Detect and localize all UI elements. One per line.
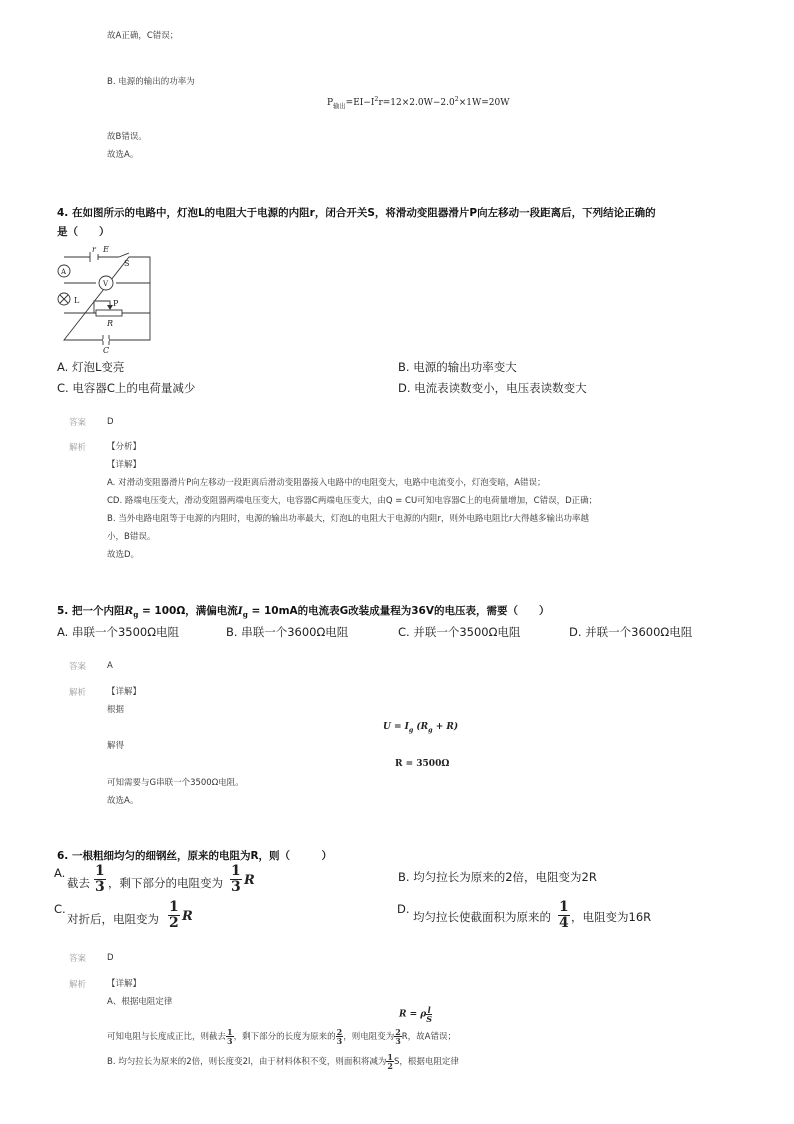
q5-option-d[interactable]: D. 并联一个3600Ω电阻 xyxy=(569,625,693,639)
q4-option-d[interactable]: D. 电流表读数变小，电压表读数变大 xyxy=(398,381,587,395)
circuit-label-l: L xyxy=(74,296,80,305)
q5-formula-2: R = 3500Ω xyxy=(395,759,450,769)
prev-line-2: B. 电源的输出的功率为 xyxy=(107,77,195,87)
q6-answer: D xyxy=(107,953,114,963)
q6-explanation-3: B. 均匀拉长为原来的2倍，则长度变2l，由于材料体积不变，则面积将减为 $\frac{1}{2}$ S，根据电阻定律 xyxy=(107,1052,459,1071)
q4-explanation-5: 故选D。 xyxy=(107,550,140,560)
q5-xiangjie: 【详解】 xyxy=(107,687,142,697)
q5-answer-label: 答案 xyxy=(69,662,87,672)
circuit-label-v: V xyxy=(103,280,109,288)
q6-answer-label: 答案 xyxy=(69,954,87,964)
q5-answer: A xyxy=(107,661,113,671)
prev-power-formula: $P_{输出}=EI-I^2r=12\times 2.0W-2.0^2\times 1W=20W$ xyxy=(327,96,510,110)
q6-option-d[interactable]: D. 均匀拉长使截面积为原来的 $\frac{1}{4}$ ，电阻变为16R xyxy=(397,899,652,931)
q4-fenxi: 【分析】 xyxy=(107,442,142,452)
q6-option-c[interactable]: C. 对折后，电阻变为 $\frac{1}{2}$ R xyxy=(54,899,193,931)
q4-explanation-2: CD. 路端电压变大，滑动变阻器两端电压变大，电容器C两端电压变大，由Q = CU可知电容器C上的电荷量增加，C错误，D正确； xyxy=(107,496,598,506)
q4-stem-line-1: 4. 在如图所示的电路中，灯泡L的电阻大于电源的内阻r，闭合开关S，将滑动变阻器滑片P向左移动一段距离后，下列结论正确的 xyxy=(57,207,656,219)
q5-analysis-label: 解析 xyxy=(69,688,87,698)
q5-option-b[interactable]: B. 串联一个3600Ω电阻 xyxy=(226,625,349,639)
q5-conclusion: 可知需要与G串联一个3500Ω电阻。 xyxy=(107,778,244,788)
circuit-label-R: R xyxy=(107,319,114,328)
q6-xiangjie: 【详解】 xyxy=(107,979,142,989)
q6-resistance-law: R = ρ $\frac{l}{S}$ xyxy=(399,1005,433,1024)
q5-select: 故选A。 xyxy=(107,796,139,806)
q6-option-a[interactable]: A. 截去 $\frac{1}{3}$ ，剩下部分的电阻变为 $\frac{1}{3}$ R xyxy=(54,863,255,895)
circuit-label-e: E xyxy=(103,245,109,254)
circuit-label-c: C xyxy=(103,346,110,353)
q4-explanation-4: 小，B错误。 xyxy=(107,532,156,542)
circuit-label-s: S xyxy=(124,259,130,268)
q6-stem: 6. 一根粗细均匀的细钢丝，原来的电阻为R，则（ ） xyxy=(57,850,333,862)
q4-explanation-1: A. 对滑动变阻器滑片P向左移动一段距离后滑动变阻器接入电路中的电阻变大，电路中电流变小，灯泡变暗，A错误； xyxy=(107,478,546,488)
q6-explanation-2: 可知电阻与长度成正比，则截去 $\frac{1}{3}$ ，剩下部分的长度为原来的 $\frac{2}{3}$ ，则电阻变为 $\frac{2}{3}$ R，故A错误； xyxy=(107,1027,457,1046)
q5-option-a[interactable]: A. 串联一个3500Ω电阻 xyxy=(57,625,180,639)
q4-option-b[interactable]: B. 电源的输出功率变大 xyxy=(398,360,517,374)
q6-option-b[interactable]: B. 均匀拉长为原来的2倍，电阻变为2R xyxy=(398,870,597,884)
q5-stem: 5. 把一个内阻$R_g = 100\Omega$，满偏电流$I_g = 10mA$的电流表G改装成量程为36V的电压表，需要（ ） xyxy=(57,605,550,620)
prev-line-1: 故A正确，C错误； xyxy=(107,31,179,41)
q4-answer-label: 答案 xyxy=(69,418,87,428)
q4-xiangjie: 【详解】 xyxy=(107,460,142,470)
q5-formula-1: $U = I_g$ $(R_g + R)$ xyxy=(383,722,459,734)
q4-stem-line-2: 是（ ） xyxy=(57,226,110,238)
q4-circuit-diagram xyxy=(52,243,162,353)
circuit-label-a: A xyxy=(61,268,67,276)
q4-option-c[interactable]: C. 电容器C上的电荷量减少 xyxy=(57,381,196,395)
q5-option-c[interactable]: C. 并联一个3500Ω电阻 xyxy=(398,625,521,639)
prev-line-3: 故B错误。 xyxy=(107,132,147,142)
q5-jiede: 解得 xyxy=(107,741,125,751)
q4-analysis-label: 解析 xyxy=(69,443,87,453)
q5-genju: 根据 xyxy=(107,705,125,715)
q4-option-a[interactable]: A. 灯泡L变亮 xyxy=(57,360,125,374)
circuit-label-r: r xyxy=(92,245,96,254)
circuit-label-p: P xyxy=(113,299,119,308)
q6-explanation-a: A、根据电阻定律 xyxy=(107,997,173,1007)
q4-answer: D xyxy=(107,417,114,427)
q4-explanation-3: B. 当外电路电阻等于电源的内阻时，电源的输出功率最大，灯泡L的电阻大于电源的内阻r，则外电路电阻比r大得越多输出功率越 xyxy=(107,514,589,524)
prev-line-4: 故选A。 xyxy=(107,150,139,160)
q6-analysis-label: 解析 xyxy=(69,980,87,990)
